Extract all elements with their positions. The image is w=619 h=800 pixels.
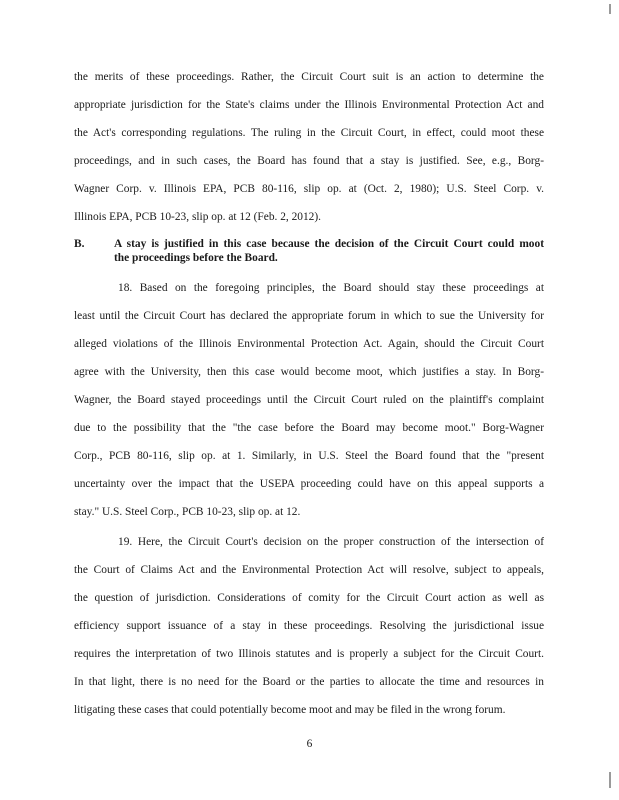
text-line: the Act's corresponding regulations. The ruling in the Circuit Court, in effect, could moot these <box>74 127 544 139</box>
text-line: efficiency support issuance of a stay in these proceedings. Resolving the jurisdictional issue <box>74 620 544 632</box>
text-line: agree with the University, then this case would become moot, which justifies a stay. In Borg- <box>74 366 544 378</box>
text-line: alleged violations of the Illinois Environmental Protection Act. Again, should the Circuit Court <box>74 338 544 350</box>
text-line: Wagner, the Board stayed proceedings until the Circuit Court ruled on the plaintiff's complaint <box>74 394 544 406</box>
scan-edge-mark <box>609 4 611 14</box>
text-line: the question of jurisdiction. Considerations of comity for the Circuit Court action as well as <box>74 592 544 604</box>
scan-edge-mark <box>609 772 611 788</box>
text-line: litigating these cases that could potentially become moot and may be filed in the wrong forum. <box>74 704 506 716</box>
section-heading: the proceedings before the Board. <box>114 252 278 264</box>
paragraph-19-first-line: 19. Here, the Circuit Court's decision on the proper construction of the intersection of <box>118 536 544 548</box>
section-label: B. <box>74 238 85 250</box>
text-line: appropriate jurisdiction for the State's claims under the Illinois Environmental Protection Act and <box>74 99 544 111</box>
text-line: Wagner Corp. v. Illinois EPA, PCB 80-116, slip op. at (Oct. 2, 1980); U.S. Steel Corp. v. <box>74 183 544 195</box>
text-line: the merits of these proceedings. Rather, the Circuit Court suit is an action to determine the <box>74 71 544 83</box>
text-line: requires the interpretation of two Illinois statutes and is properly a subject for the Circuit Court. <box>74 648 544 660</box>
text-line: uncertainty over the impact that the USEPA proceeding could have on this appeal supports a <box>74 478 544 490</box>
text-line: In that light, there is no need for the Board or the parties to allocate the time and resources in <box>74 676 544 688</box>
text-line: due to the possibility that the "the case before the Board may become moot." Borg-Wagner <box>74 422 544 434</box>
text-line: the Court of Claims Act and the Environmental Protection Act will resolve, subject to appeals, <box>74 564 544 576</box>
text-line: Corp., PCB 80-116, slip op. at 1. Similarly, in U.S. Steel the Board found that the "present <box>74 450 544 462</box>
paragraph-18-first-line: 18. Based on the foregoing principles, the Board should stay these proceedings at <box>118 282 544 294</box>
text-line: proceedings, and in such cases, the Board has found that a stay is justified. See, e.g., Borg- <box>74 155 544 167</box>
text-line: stay." U.S. Steel Corp., PCB 10-23, slip op. at 12. <box>74 506 301 518</box>
text-line: Illinois EPA, PCB 10-23, slip op. at 12 (Feb. 2, 2012). <box>74 211 322 223</box>
page-number: 6 <box>306 738 313 750</box>
section-heading: A stay is justified in this case because the decision of the Circuit Court could moot <box>114 238 544 250</box>
text-line: least until the Circuit Court has declared the appropriate forum in which to sue the University for <box>74 310 544 322</box>
